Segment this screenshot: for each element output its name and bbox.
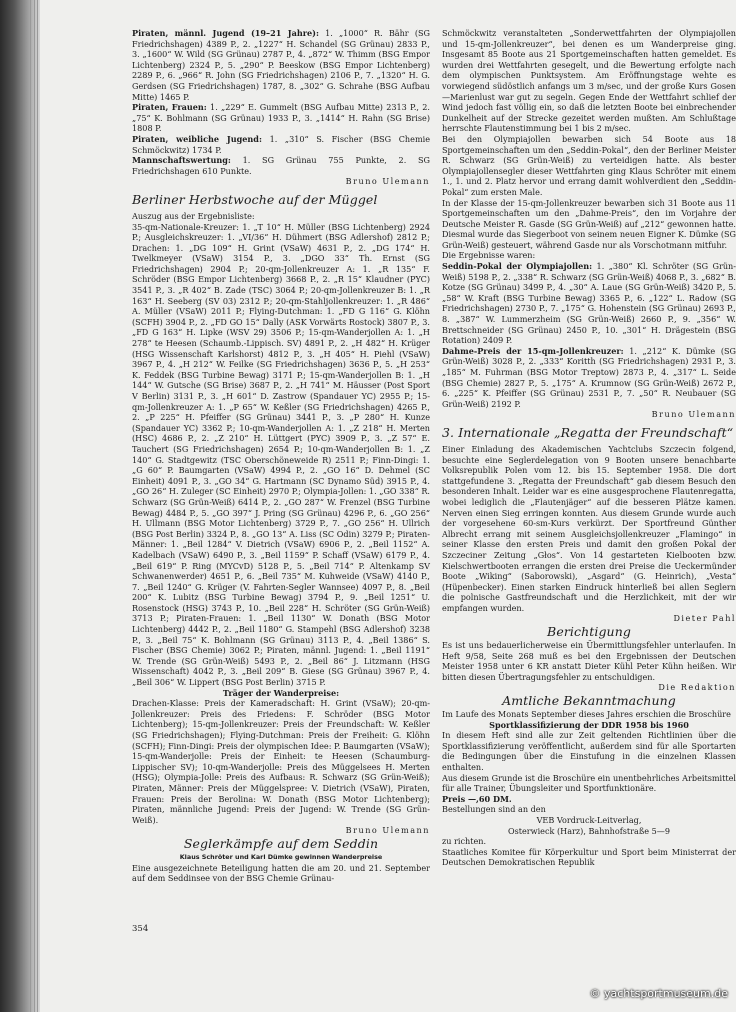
seddin-kreuzer-text: In der Klasse der 15-qm-Jollenkreuzer bewarben sich 31 Boote aus 11 Sportgemeinschaften um den „Dahme-Preis“, den im Vorjahre der Deutsche Meister R. Gasde (SG Grün-Weiß) auf „212“ gewonnen hatte. Diesmal wurde das Siegerboot von seinem neuen Eigner K. Dümke (SG Grün-Weiß) gesteuert, während Gasde nur als Vorschotmann mitfuhr. <box>442 197 736 250</box>
headline-seddin: Seglerkämpfe auf dem Seddin <box>183 835 379 851</box>
author-signature: Dieter Pahl <box>673 613 736 624</box>
bekanntmachung-text-2: Aus diesem Grunde ist die Broschüre ein unentbehrliches Arbeitsmittel für alle Trainer, Übungsleiter und Sportfunktionäre. <box>442 772 736 794</box>
results-seddin-pokal: Seddin-Pokal der Olympiajollen: 1. „380“ Kl. Schröter (SG Grün-Weiß) 5198 P., 2. „338“ R. Schwarz (SG Grün-Weiß) 4068 P., 3. „682“ B. Kotze (SG Grünau) 3499 P., 4. „30“ A. Laue (SG Grün-Weiß) 3420 P., 5. „58“ W. Kraft (BSG Turbine Bewag) 3365 P., 6. „122“ L. Radow (SG Friedrichshagen) 2730 P., 7. „175“ G. Hohenstein (SG Grünau) 2693 P., 8. „387“ W. Lummerzheim (SG Grün-Weiß) 2660 P., 9. „356“ W. Brettschneider (SG Grünau) 2450 P., 10. „301“ H. Drägestein (BSG Rotation) 2409 P. <box>442 261 736 346</box>
headline-regatta: 3. Internationale „Regatta der Freundschaft“ <box>442 424 734 440</box>
results-label: Die Ergebnisse waren: <box>442 250 536 261</box>
editor-signature: Die Redaktion <box>658 682 736 693</box>
publisher-address: Osterwieck (Harz), Bahnhofstraße 5—9 <box>507 825 671 836</box>
order-info-end: zu richten. <box>442 836 487 847</box>
bekanntmachung-intro: Im Laufe des Monats September dieses Jahres erschien die Broschüre <box>442 709 731 720</box>
order-info: Bestellungen sind an den <box>442 804 546 815</box>
results-piraten-weibl-jugend: Piraten, weibliche Jugend: 1. „310“ S. Fischer (BSG Chemie Schmöckwitz) 1734 P. <box>132 133 430 155</box>
brochure-title: Sportklassifizierung der DDR 1958 bis 1960 <box>489 719 689 730</box>
results-herbstwoche: 35-qm-Nationale-Kreuzer: 1. „T 10“ H. Müller (BSG Lichtenberg) 2924 P.; Ausgleichskreuzer: 1. „VI/36“ H. Dühmert (BSG Adlershof) 2812 P.; Drachen: 1. „DG 109“ H. Grint (VSaW) 4631 P., 2. „DG 174“ H. Twelkmeyer (VSaW) 3154 P., 3. „DGO 33“ Th. Ernst (SG Friedrichshagen) 2904 P.; 20-qm-Jollenkreuzer A: 1. „R 135“ F. Schröder (BSG Empor Lichtenberg) 3668 P., 2. „R 15“ Klaudner (PYC) 3541 P., 3. „R 402“ B. Zade (TSC) 3064 P.; 20-qm-Jollenkreuzer B: 1. „R 163“ H. Seeberg (SV 03) 2312 P.; 20-qm-Stahljollenkreuzer: 1. „R 486“ A. Müller (VSaW) 2011 P.; Flying-Dutchman: 1. „FD G 116“ G. Klöhn (SCFH) 3904 P., 2. „FD GO 15“ Dally (ASK Vorwärts Rostock) 3807 P., 3. „FD G 163“ H. Lipke (WSV 29) 3506 P.; 15-qm-Wanderjollen A: 1. „H 278“ te Heesen (Schaumb.-Lippisch. SV) 4891 P., 2. „H 482“ H. Krüger (HSG Wissenschaft Karlshorst) 4812 P., 3. „H 405“ H. Piehl (VSaW) 3967 P., 4. „H 212“ W. Feilke (SG Friedrichshagen) 3636 P., 5. „H 253“ K. Feddek (BSG Turbine Bewag) 3171 P.; 15-qm-Wanderjollen B: 1. „H 144“ W. Gutsche (SG Brise) 3687 P., 2. „H 741“ M. Häusser (Post Sport V Berlin) 3131 P., 3. „H 601“ D. Zastrow (Spandauer YC) 2955 P.; 15-qm-Jollenkreuzer A: 1. „P 65“ W. Keßler (SG Friedrichshagen) 4265 P., 2. „P 225“ H. Pfeiffer (SG Grünau) 3441 P., 3. „P 280“ H. Kunze (Spandauer YC) 3362 P.; 10-qm-Wanderjollen A: 1. „Z 218“ H. Merten (HSC) 4686 P., 2. „Z 210“ H. Lüttgert (PYC) 3909 P., 3. „Z 57“ E. Tauchert (SG Friedrichshagen) 2654 P.; 10-qm-Wanderjollen B: 1. „Z 140“ G. Stadtgewitz (TSC Oberschöneweide R) 2511 P.; Finn-Dingi: 1. „G 60“ P. Baumgarten (VSaW) 4994 P., 2. „GO 16“ D. Dehmel (SC Einheit) 4091 P., 3. „GO 34“ G. Hartmann (SC Dynamo Süd) 3915 P., 4. „GO 26“ H. Zuleger (SC Einheit) 2970 P.; Olympia-Jollen: 1. „GO 338“ R. Schwarz (SG Grün-Weiß) 6414 P., 2. „GO 287“ W. Frenzel (BSG Turbine Bewag) 4484 P., 5. „GO 397“ J. Pring (SG Grünau) 4296 P., 6. „GO 256“ H. Ullmann (BSG Motor Lichtenberg) 3729 P., 7. „GO 256“ H. Ullrich (BSG Post Berlin) 3324 P., 8. „GO 13“ A. Liss (SC Odin) 3279 P.; Piraten-Männer: 1. „Beil 1284“ V. Dietrich (VSaW) 6906 P., 2. „Beil 1152“ A. Kadelbach (VSaW) 6490 P., 3. „Beil 1159“ P. Schaff (VSaW) 6179 P., 4. „Beil 619“ P. Ring (MYCvD) 5128 P., 5. „Beil 714“ P. Altenkamp SV Schwanenwerder) 4651 P., 6. „Beil 735“ M. Kuhweide (VSaW) 4140 P., 7. „Beil 1240“ G. Krüger (V. Fahrten-Segler Wannsee) 4097 P., 8. „Beil 200“ K. Lubitz (BSG Turbine Bewag) 3794 P., 9. „Beil 1251“ U. Rosenstock (HSG) 3743 P., 10. „Beil 228“ H. Schröter (SG Grün-Weiß) 3713 P.; Piraten-Frauen: 1. „Beil 1130“ W. Donath (BSG Motor Lichtenberg) 4442 P., 2. „Beil 1180“ G. Stampehl (BSG Adlershof) 3238 P., 3. „Beil 75“ K. Bohlmann (SG Grünau) 3113 P., 4. „Beil 1386“ S. Fischer (BSG Chemie) 3062 P.; Piraten, männl. Jugend: 1. „Beil 1191“ W. Trende (SG Grün-Weiß) 5493 P., 2. „Beil 86“ J. Litzmann (HSG Wissenschaft) 4042 P., 3. „Beil 209“ B. Giese (SG Grünau) 3967 P., 4. „Beil 306“ W. Lippert (BSG Post Berlin) 3715 P. <box>132 221 430 688</box>
subheading-wanderpreise: Träger der Wanderpreise: <box>222 687 340 698</box>
price: Preis —,60 DM. <box>442 793 512 804</box>
berichtigung-text: Es ist uns bedauerlicherweise ein Übermittlungsfehler unterlaufen. In Heft 9/58, Seite 268 muß es bei den Ergebnissen der Deutschen Meister 1958 unter 6 KR anstatt Dieter Kühl Peter Kühn heißen. Wir bitten diesen Übertragungsfehler zu entschuldigen. <box>442 640 736 682</box>
author-signature: Bruno Ulemann <box>345 176 430 187</box>
wanderpreise-text: Drachen-Klasse: Preis der Kameradschaft: H. Grint (VSaW); 20-qm-Jollenkreuzer: Preis des Friedens: F. Schröder (BSG Motor Lichtenberg); 15-qm-Jollenkreuzer: Preis der Freundschaft: W. Keßler (SG Friedrichshagen); Flying-Dutchman: Preis der Freiheit: G. Klöhn (SCFH); Finn-Dingi: Preis der olympischen Idee: P. Baumgarten (VSaW); 15-qm-Wanderjolle: Preis der Einheit: te Heesen (Schaumburg-Lippischer SV); 10-qm-Wanderjolle: Preis des Müggelsees H. Merten (HSG); Olympia-Jolle: Preis des Aufbaus: R. Schwarz (SG Grün-Weiß); Piraten, Männer: Preis der Müggelspree: V. Dietrich (VSaW), Piraten, Frauen: Preis der Berolina: W. Donath (BSG Motor Lichtenberg); Piraten, männliche Jugend: Preis der Jugend: W. Trende (SG Grün-Weiß). <box>132 698 430 825</box>
page-number: 354 <box>132 924 149 934</box>
author-signature: Bruno Ulemann <box>345 825 430 836</box>
left-column <box>132 28 430 910</box>
results-dahme-preis: Dahme-Preis der 15-qm-Jollenkreuzer: 1. „212“ K. Dümke (SG Grün-Weiß) 3028 P., 2. „333“ Koritth (SG Friedrichshagen) 2931 P., 3. „185“ M. Fuhrman (BSG Motor Treptow) 2873 P., 4. „317“ L. Seide (BSG Chemie) 2827 P., 5. „175“ A. Krumnow (SG Grün-Weiß) 2672 P., 6. „225“ K. Pfeiffer (SG Grünau) 2531 P., 7. „50“ R. Neubauer (SG Grün-Weiß) 2192 P. <box>442 345 736 409</box>
results-piraten-frauen: Piraten, Frauen: 1. „229“ E. Gummelt (BSG Aufbau Mitte) 2313 P., 2. „75“ K. Bohlmann (SG Grünau) 1933 P., 3. „1414“ H. Rahn (SG Brise) 1808 P. <box>132 102 430 134</box>
magazine-page <box>40 0 736 1012</box>
seddin-olympia-text: Bei den Olympiajollen bewarben sich 54 Boote aus 18 Sportgemeinschaften um den „Seddin-Pokal“, den der Berliner Meister R. Schwarz (SG Grün-Weiß) zu verteidigen hatte. Als bester Olympiajollensegler dieser Wettfahrten ging Klaus Schröter mit einem 1., 1. und 2. Platz hervor und errang damit wohlverdient den „Seddin-Pokal“ zum ersten Male. <box>442 133 736 197</box>
headline-berichtigung: Berichtigung <box>547 624 631 640</box>
seddin-text: Schmöckwitz veranstalteten „Sonderwettfahrten der Olympiajollen und 15-qm-Jollenkreuzer“, bei denen es um Wanderpreise ging. Insgesamt 85 Boote aus 21 Sportgemeinschaften hatten gemeldet. Es wurden drei Wettfahrten gesegelt, und die Bewertung erfolgte nach dem olympischen Punktsystem. Am Eröffnungstage wehte es vorwiegend südöstlich anfangs um 3 m/sec, und der große Kurs Gosen—Marienlust war gut zu segeln. Gegen Ende der Wettfahrt schlief der Wind jedoch fast völlig ein, so daß die letzten Boote bei einbrechender Dunkelheit auf der Strecke gezeitet werden mußten. Am Schlußtage herrschte Flautenstimmung bei 1 bis 2 m/sec. <box>442 28 736 134</box>
bekanntmachung-text: In diesem Heft sind alle zur Zeit geltenden Richtlinien über die Sportklassifizierung veröffentlicht, außerdem sind für alle Sportarten die Bedingungen über die Einstufung in die einzelnen Klassen enthalten. <box>442 730 736 772</box>
intro-text: Auszug aus der Ergebnisliste: <box>132 210 255 221</box>
watermark: © yachtsportmuseum.de <box>589 987 728 1000</box>
committee-name: Staatliches Komitee für Körperkultur und Sport beim Ministerrat der Deutschen Demokratischen Republik <box>442 846 736 868</box>
right-column <box>442 28 736 868</box>
results-piraten-jugend: Piraten, männl. Jugend (19–21 Jahre): 1. „1000“ R. Bähr (SG Friedrichshagen) 4389 P., 2. „1227“ H. Schandel (SG Grünau) 2833 P., 3. „1600“ W. Wild (SG Grünau) 2787 P., 4. „872“ W. Thimm (BSG Empor Lichtenberg) 2324 P., 5. „290“ P. Beeskow (BSG Empor Lichtenberg) 2289 P., 6. „966“ R. John (SG Friedrichshagen) 2106 P., 7. „1320“ H. G. Gerdsen (SG Friedrichshagen) 1787, 8. „302“ G. Schrahe (BSG Aufbau Mitte) 1465 P. <box>132 28 430 102</box>
headline-herbstwoche: Berliner Herbstwoche auf der Müggel <box>132 191 378 207</box>
results-mannschaft: Mannschaftswertung: 1. SG Grünau 755 Punkte, 2. SG Friedrichshagen 610 Punkte. <box>132 155 430 176</box>
seddin-intro: Eine ausgezeichnete Beteiligung hatten die am 20. und 21. September auf dem Seddinsee von der BSG Chemie Grünau- <box>132 862 430 884</box>
regatta-text: Einer Einladung des Akademischen Yachtclubs Szczecin folgend, besuchte eine Seglerdelegation von 9 Booten unsere benachbarte Volksrepublik Polen vom 12. bis 15. September 1958. Die dort stattgefundene 3. „Regatta der Freundschaft“ gab diesem Besuch den besonderen Inhalt. Leider war es eine ausgesprochene Flautenregatta, wobei lediglich die „Flautenjäger“ auf die besseren Plätze kamen. Nerven einen Sieg erringen konnten. Aus diesem Grunde wurde auch der vorgesehene 60-sm-Kurs verkürzt. Der Sportfreund Günther Albrecht errang mit seinem Ausgleichsjollenkreuzer „Flamingo“ in seiner Klasse den ersten Preis und damit den großen Pokal der Szczeciner Zeitung „Głos“. Von 14 gestarteten Kielbooten bzw. Kielschwertbooten errangen die ersten drei Preise die Ueckermünder Boote „Wiking“ (Saborowski), „Asgard“ (G. Heinrich), „Vesta“ (Hüpenbecker). Einen starken Eindruck hinterließ bei allen Seglern die polnische Gastfreundschaft und die Herzlichkeit, mit der wir empfangen wurden. <box>442 443 736 613</box>
author-signature: Bruno Ulemann <box>651 409 736 420</box>
headline-bekanntmachung: Amtliche Bekanntmachung <box>502 693 676 709</box>
publisher-name: VEB Vordruck-Leitverlag, <box>536 814 642 825</box>
book-binding <box>0 0 40 1012</box>
subtitle-seddin: Klaus Schröter und Karl Dümke gewinnen Wanderpreise <box>179 852 383 861</box>
